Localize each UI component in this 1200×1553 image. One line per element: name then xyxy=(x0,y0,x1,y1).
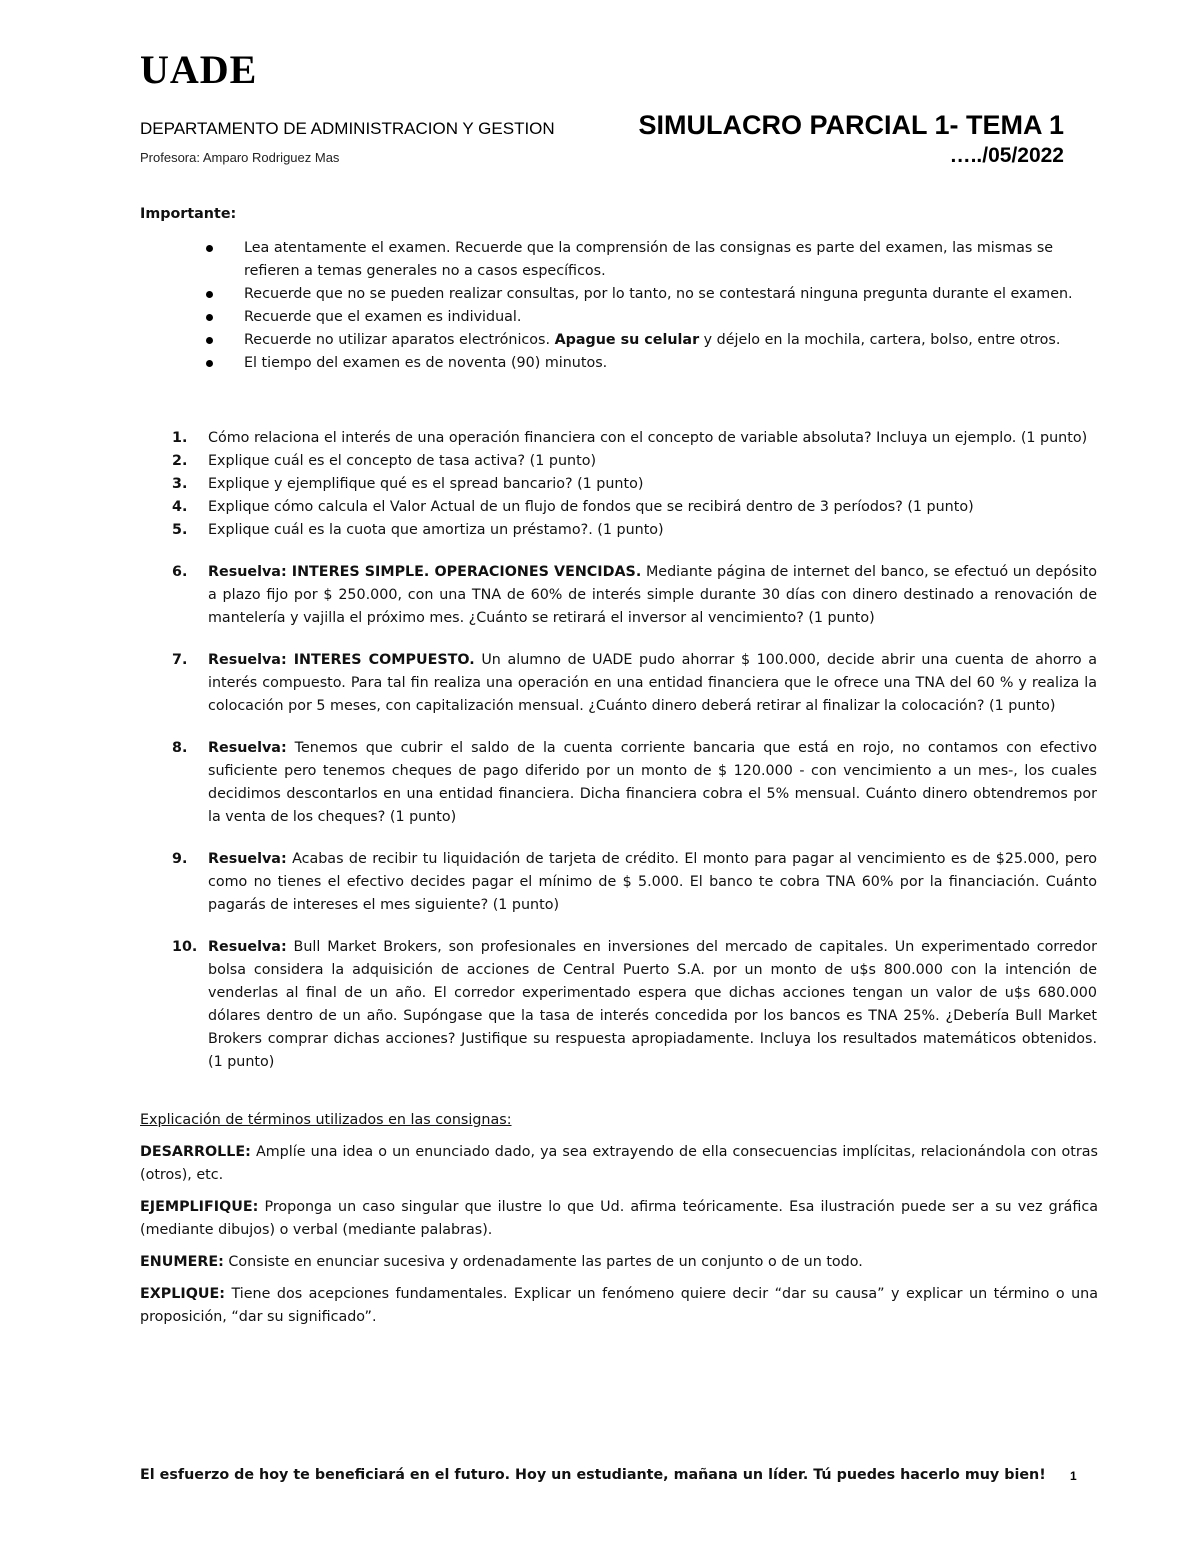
question-text: Explique y ejemplifique qué es el spread bancario? (1 punto) xyxy=(208,476,644,492)
department-name: DEPARTAMENTO DE ADMINISTRACION Y GESTION xyxy=(140,119,555,138)
question-item xyxy=(172,848,1097,917)
question-number: 3. xyxy=(172,476,188,492)
question-item xyxy=(172,936,1097,1074)
question-item xyxy=(172,473,1097,496)
important-item-text: El tiempo del examen es de noventa (90) minutos. xyxy=(244,355,608,371)
professor-name: Profesora: Amparo Rodriguez Mas xyxy=(140,150,340,165)
important-item xyxy=(205,237,1100,283)
question-number: 2. xyxy=(172,453,188,469)
question-text: Explique cuál es el concepto de tasa activa? (1 punto) xyxy=(208,453,597,469)
question-text: Bull Market Brokers, son profesionales en inversiones del mercado de capitales. Un experimentado corredor bolsa considera la adquisición de acciones de Central Puerto S.A. por un monto de u$s 800.000 con la intención de venderlas al final de un año. El corredor experimentado espera que dichas acciones tengan un valor de u$s 680.000 dólares dentro de un año. Supóngase que la tasa de interés concedida por los bancos es TNA 25%. ¿Debería Bull Market Brokers comprar dichas acciones? Justifique su respuesta apropiadamente. Incluya los resultados matemáticos obtenidos. (1 punto) xyxy=(208,939,1097,1070)
question-text: Mediante página de internet del banco, se efectuó un depósito a plazo fijo por $ 250.000, con una TNA de 60% de interés simple durante 30 días con dinero destinado a renovación de mantelería y vajilla el próximo mes. ¿Cuánto se retirará el inversor al vencimiento? (1 punto) xyxy=(208,564,1097,626)
question-item xyxy=(172,737,1097,829)
question-item xyxy=(172,649,1097,718)
question-item xyxy=(172,450,1097,473)
question-text: Cómo relaciona el interés de una operación financiera con el concepto de variable absoluta? Incluya un ejemplo. (1 punto) xyxy=(208,430,1088,446)
question-heading: Resuelva: xyxy=(208,740,287,756)
question-item xyxy=(172,561,1097,630)
important-item xyxy=(205,329,1100,352)
term-label: ENUMERE: xyxy=(140,1254,224,1270)
important-item-emphasis: Apague su celular xyxy=(554,332,700,348)
bullet-icon xyxy=(206,245,213,252)
question-item xyxy=(172,427,1097,450)
term-definition xyxy=(140,1283,1098,1329)
question-number: 9. xyxy=(172,851,188,867)
question-number: 10. xyxy=(172,939,198,955)
question-number: 6. xyxy=(172,564,188,580)
question-text: Un alumno de UADE pudo ahorrar $ 100.000, decide abrir una cuenta de ahorro a interés compuesto. Para tal fin realiza una operación en una entidad financiera que le ofrece una TNA del 60 % y realiza la colocación por 5 meses, con capitalización mensual. ¿Cuánto dinero deberá retirar al finalizar la colocación? (1 punto) xyxy=(208,652,1097,714)
question-list xyxy=(172,427,1097,1074)
question-number: 8. xyxy=(172,740,188,756)
uade-logo: UADE xyxy=(140,47,258,92)
footer-motto: El esfuerzo de hoy te beneficiará en el futuro. Hoy un estudiante, mañana un líder. Tú puedes hacerlo muy bien! xyxy=(140,1467,1046,1483)
term-label: EJEMPLIFIQUE: xyxy=(140,1199,259,1215)
terms-heading: Explicación de términos utilizados en las consignas: xyxy=(140,1112,512,1128)
terms-section xyxy=(140,1109,1098,1338)
term-label: EXPLIQUE: xyxy=(140,1286,225,1302)
important-item-text: Recuerde que el examen es individual. xyxy=(244,309,522,325)
term-text: Consiste en enunciar sucesiva y ordenadamente las partes de un conjunto o de un todo. xyxy=(223,1254,863,1270)
question-heading: Resuelva: INTERES COMPUESTO. xyxy=(208,652,475,668)
page-number: 1 xyxy=(1070,1469,1077,1483)
important-item-text: y déjelo en la mochila, cartera, bolso, entre otros. xyxy=(699,332,1061,348)
important-label: Importante: xyxy=(140,206,237,222)
question-number: 7. xyxy=(172,652,188,668)
question-number: 1. xyxy=(172,430,188,446)
term-label: DESARROLLE: xyxy=(140,1144,251,1160)
important-item xyxy=(205,306,1100,329)
important-list xyxy=(205,237,1100,375)
question-heading: Resuelva: xyxy=(208,851,287,867)
question-number: 5. xyxy=(172,522,188,538)
term-text: Tiene dos acepciones fundamentales. Explicar un fenómeno quiere decir “dar su causa” y explicar un término o una proposición, “dar su significado”. xyxy=(140,1286,1098,1325)
important-item-text: Recuerde no utilizar aparatos electrónicos. xyxy=(244,332,555,348)
question-text: Acabas de recibir tu liquidación de tarjeta de crédito. El monto para pagar al vencimiento es de $25.000, pero como no tienes el efectivo decides pagar el mínimo de $ 5.000. El banco te cobra TNA 60% por la financiación. Cuánto pagarás de intereses el mes siguiente? (1 punto) xyxy=(208,851,1097,913)
term-text: Amplíe una idea o un enunciado dado, ya sea extrayendo de ella consecuencias implícitas, relacionándola con otras (otros), etc. xyxy=(140,1144,1098,1183)
term-definition xyxy=(140,1196,1098,1242)
question-text: Explique cómo calcula el Valor Actual de un flujo de fondos que se recibirá dentro de 3 períodos? (1 punto) xyxy=(208,499,974,515)
bullet-icon xyxy=(206,291,213,298)
important-item-text: Recuerde que no se pueden realizar consultas, por lo tanto, no se contestará ninguna pregunta durante el examen. xyxy=(244,286,1073,302)
question-item xyxy=(172,519,1097,542)
bullet-icon xyxy=(206,360,213,367)
question-number: 4. xyxy=(172,499,188,515)
exam-date: …../05/2022 xyxy=(949,144,1064,167)
term-definition xyxy=(140,1251,1098,1274)
bullet-icon xyxy=(206,314,213,321)
question-text: Explique cuál es la cuota que amortiza un préstamo?. (1 punto) xyxy=(208,522,664,538)
question-item xyxy=(172,496,1097,519)
bullet-icon xyxy=(206,337,213,344)
important-item xyxy=(205,283,1100,306)
question-text: Tenemos que cubrir el saldo de la cuenta corriente bancaria que está en rojo, no contamos con efectivo suficiente pero tenemos cheques de pago diferido por un monto de $ 120.000 - con vencimiento a un mes-, los cuales decidimos descontarlos en una entidad financiera. Dicha financiera cobra el 5% mensual. Cuánto dinero obtendremos por la venta de los cheques? (1 punto) xyxy=(208,740,1097,825)
exam-title: SIMULACRO PARCIAL 1- TEMA 1 xyxy=(638,110,1064,140)
question-heading: Resuelva: INTERES SIMPLE. OPERACIONES VENCIDAS. xyxy=(208,564,642,580)
important-item xyxy=(205,352,1100,375)
term-definition xyxy=(140,1141,1098,1187)
term-text: Proponga un caso singular que ilustre lo que Ud. afirma teóricamente. Esa ilustración puede ser a su vez gráfica (mediante dibujos) o verbal (mediante palabras). xyxy=(140,1199,1098,1238)
important-item-text: Lea atentamente el examen. Recuerde que la comprensión de las consignas es parte del examen, las mismas se refieren a temas generales no a casos específicos. xyxy=(244,240,1054,279)
question-heading: Resuelva: xyxy=(208,939,287,955)
